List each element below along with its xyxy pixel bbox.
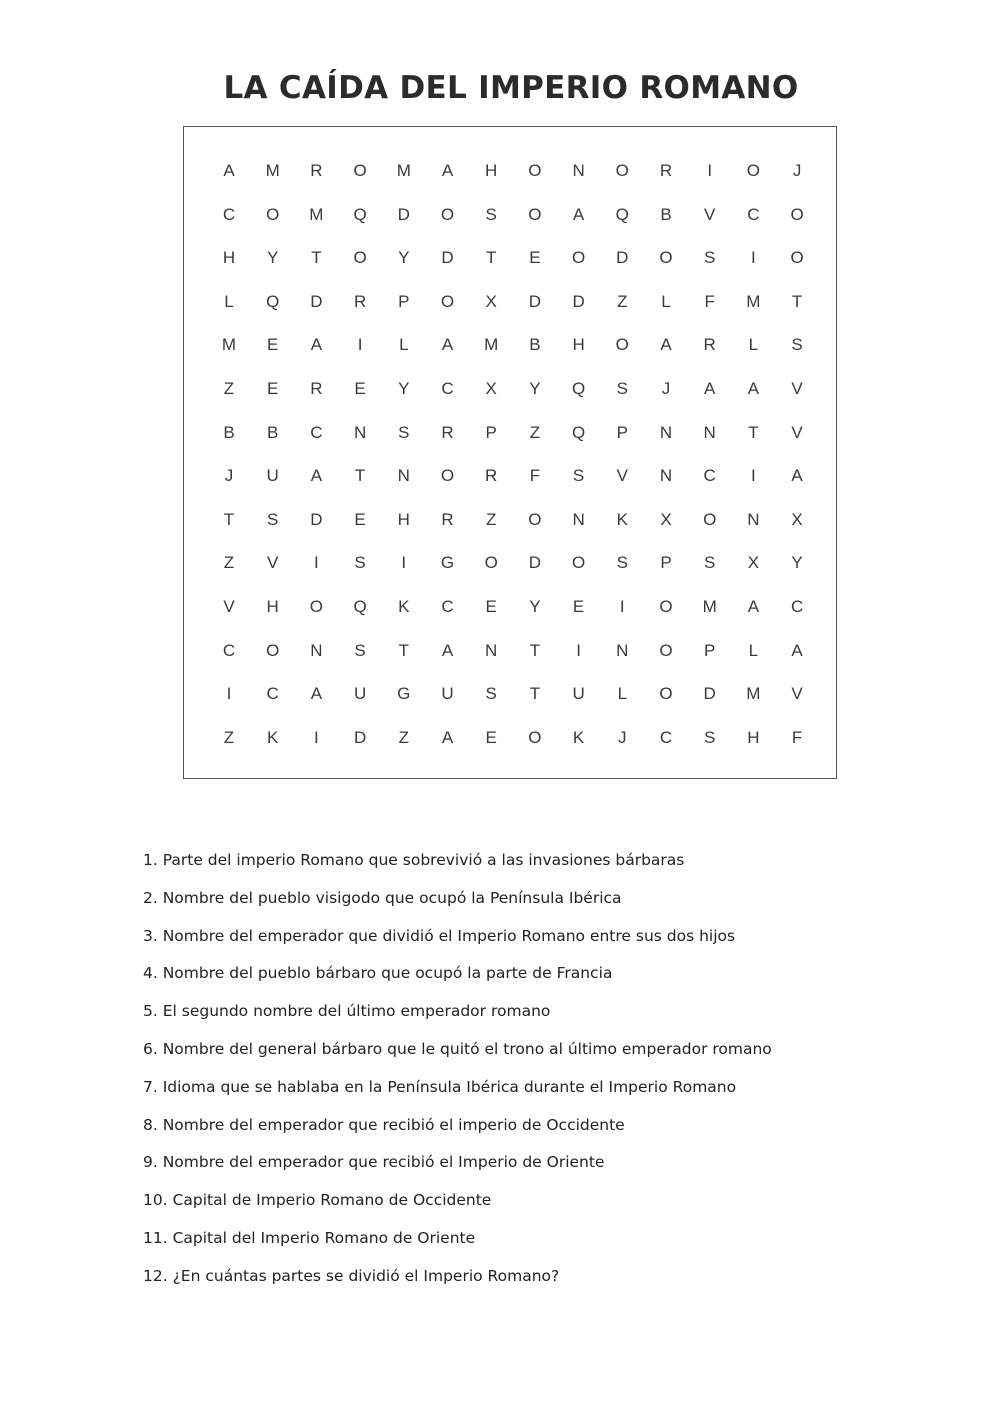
grid-letter: O [528, 727, 542, 747]
grid-letter: V [791, 422, 803, 442]
grid-letter: A [791, 466, 803, 486]
grid-letter: R [441, 422, 454, 442]
grid-letter: N [703, 422, 716, 442]
grid-row [184, 592, 836, 622]
grid-letter: E [572, 597, 585, 616]
grid-letter: E [485, 597, 497, 616]
grid-letter: O [440, 291, 455, 311]
grid-letter: Y [267, 248, 279, 268]
grid-row [184, 679, 836, 709]
clue-item: 9. Nombre del emperador que recibió el Imperio de Oriente [143, 1153, 605, 1172]
grid-letter: T [485, 248, 497, 268]
grid-row [184, 243, 836, 273]
grid-letter: A [791, 640, 803, 660]
grid-row [184, 418, 836, 448]
grid-letter: R [485, 466, 498, 486]
grid-letter: K [616, 509, 628, 529]
grid-letter: C [222, 640, 236, 660]
grid-letter: A [704, 379, 716, 398]
grid-letter: D [528, 291, 542, 311]
grid-letter: V [791, 684, 803, 704]
grid-letter: I [619, 597, 625, 616]
grid-letter: O [440, 204, 455, 224]
grid-letter: C [441, 379, 454, 398]
grid-letter: V [616, 466, 628, 486]
grid-letter: M [746, 291, 761, 311]
grid-letter: T [354, 466, 366, 486]
grid-letter: Q [353, 204, 367, 224]
grid-letter: S [354, 553, 366, 573]
grid-letter: S [267, 509, 279, 529]
grid-letter: C [266, 684, 279, 704]
grid-letter: P [398, 291, 410, 311]
grid-letter: T [529, 640, 541, 660]
grid-letter: C [441, 597, 454, 616]
grid-letter: O [615, 161, 629, 180]
grid-letter: V [223, 597, 235, 616]
grid-letter: X [485, 291, 497, 311]
grid-letter: R [310, 161, 323, 180]
grid-letter: U [353, 684, 367, 704]
grid-letter: K [572, 727, 585, 747]
grid-letter: L [748, 335, 759, 355]
grid-letter: S [704, 553, 716, 573]
grid-letter: Q [571, 379, 586, 398]
grid-letter: P [616, 422, 628, 442]
grid-letter: R [703, 335, 716, 355]
clue-item: 10. Capital de Imperio Romano de Occidente [143, 1191, 492, 1210]
grid-letter: O [615, 335, 629, 355]
grid-letter: N [659, 466, 673, 486]
grid-letter: N [310, 640, 323, 660]
grid-letter: M [396, 161, 411, 180]
grid-letter: E [354, 379, 366, 398]
grid-row [184, 723, 836, 753]
clue-item: 4. Nombre del pueblo bárbaro que ocupó la parte de Francia [143, 964, 613, 983]
grid-letter: A [572, 204, 585, 224]
grid-letter: M [702, 597, 717, 616]
grid-letter: Q [615, 204, 629, 224]
grid-letter: M [221, 335, 237, 355]
clue-item: 3. Nombre del emperador que dividió el Imperio Romano entre sus dos hijos [143, 926, 736, 945]
clue-item: 6. Nombre del general bárbaro que le quitó el trono al último emperador romano [143, 1039, 772, 1058]
grid-letter: O [790, 248, 804, 268]
grid-letter: S [791, 335, 803, 355]
grid-letter: F [791, 727, 803, 747]
grid-letter: U [441, 684, 454, 704]
grid-letter: X [485, 379, 497, 398]
grid-letter: Z [223, 553, 235, 573]
grid-letter: O [353, 248, 367, 268]
grid-letter: R [441, 509, 454, 529]
grid-letter: S [485, 204, 497, 224]
grid-letter: U [266, 466, 279, 486]
clue-item: 7. Idioma que se hablaba en la Península Ibérica durante el Imperio Romano [143, 1077, 737, 1096]
grid-letter: S [398, 422, 410, 442]
grid-letter: O [659, 684, 673, 704]
grid-row [184, 156, 836, 186]
grid-letter: X [791, 509, 803, 529]
grid-letter: S [616, 553, 628, 573]
grid-letter: N [572, 161, 585, 180]
grid-letter: B [529, 335, 541, 355]
grid-letter: V [791, 379, 803, 398]
grid-letter: I [751, 466, 756, 486]
grid-letter: B [267, 422, 279, 442]
grid-letter: D [397, 204, 410, 224]
grid-letter: R [659, 161, 673, 180]
clue-item: 11. Capital del Imperio Romano de Oriente [143, 1228, 476, 1247]
grid-letter: S [704, 248, 716, 268]
grid-letter: L [617, 684, 628, 704]
grid-letter: J [618, 727, 627, 747]
grid-letter: C [790, 597, 804, 616]
grid-letter: O [440, 466, 455, 486]
grid-letter: D [353, 727, 367, 747]
grid-letter: M [484, 335, 499, 355]
grid-letter: R [353, 291, 367, 311]
grid-letter: F [529, 466, 541, 486]
grid-letter: R [310, 379, 323, 398]
grid-row [184, 287, 836, 317]
grid-letter: K [398, 597, 410, 616]
grid-letter: O [746, 161, 760, 180]
grid-letter: J [792, 161, 802, 180]
grid-letter: I [576, 640, 581, 660]
grid-letter: Y [529, 597, 541, 616]
grid-letter: I [751, 248, 756, 268]
grid-letter: Y [791, 553, 803, 573]
grid-row [184, 636, 836, 666]
grid-letter: H [572, 335, 585, 355]
grid-letter: L [224, 291, 234, 311]
grid-letter: S [572, 466, 585, 486]
grid-letter: L [661, 291, 671, 311]
grid-letter: C [222, 204, 236, 224]
grid-letter: Z [223, 727, 235, 747]
grid-letter: A [310, 335, 323, 355]
grid-letter: I [401, 553, 407, 573]
grid-letter: X [747, 553, 760, 573]
grid-letter: T [223, 509, 235, 529]
grid-letter: A [441, 727, 454, 747]
grid-letter: C [659, 727, 673, 747]
clue-list [143, 846, 772, 1300]
grid-letter: H [266, 597, 279, 616]
grid-letter: A [660, 335, 672, 355]
grid-letter: D [703, 684, 716, 704]
grid-letter: N [659, 422, 673, 442]
grid-letter: O [659, 248, 673, 268]
grid-letter: E [267, 379, 279, 398]
grid-letter: O [528, 204, 542, 224]
grid-letter: D [310, 291, 323, 311]
grid-letter: D [441, 248, 454, 268]
grid-letter: V [704, 204, 716, 224]
grid-letter: K [267, 727, 279, 747]
grid-letter: B [660, 204, 672, 224]
grid-letter: A [310, 466, 323, 486]
grid-letter: T [311, 248, 322, 268]
grid-letter: M [265, 161, 280, 180]
grid-letter: O [266, 640, 280, 660]
grid-letter: O [266, 204, 280, 224]
grid-row [184, 461, 836, 491]
grid-letter: O [309, 597, 323, 616]
grid-letter: X [660, 509, 672, 529]
grid-letter: S [354, 640, 366, 660]
grid-letter: D [572, 291, 585, 311]
grid-letter: T [398, 640, 409, 660]
grid-letter: N [747, 509, 760, 529]
grid-letter: E [354, 509, 366, 529]
grid-letter: H [222, 248, 236, 268]
grid-row [184, 548, 836, 578]
grid-letter: A [747, 597, 760, 616]
grid-letter: C [703, 466, 716, 486]
grid-letter: Q [571, 422, 586, 442]
grid-letter: E [529, 248, 541, 268]
grid-letter: Z [529, 422, 541, 442]
grid-letter: A [223, 161, 235, 180]
grid-letter: I [357, 335, 363, 355]
grid-letter: G [397, 684, 411, 704]
grid-letter: H [397, 509, 410, 529]
clue-item: 5. El segundo nombre del último emperador romano [143, 1002, 551, 1021]
grid-letter: O [790, 204, 804, 224]
grid-letter: Q [266, 291, 280, 311]
grid-letter: D [528, 553, 542, 573]
grid-letter: N [485, 640, 498, 660]
grid-letter: D [310, 509, 323, 529]
grid-letter: O [659, 597, 673, 616]
grid-letter: Y [398, 379, 410, 398]
grid-letter: T [529, 684, 541, 704]
grid-letter: S [616, 379, 628, 398]
grid-letter: T [791, 291, 803, 311]
grid-letter: I [226, 684, 232, 704]
grid-letter: A [441, 335, 454, 355]
word-search-grid [183, 126, 837, 779]
grid-letter: A [310, 684, 323, 704]
grid-letter: N [616, 640, 629, 660]
grid-letter: U [572, 684, 585, 704]
grid-letter: Y [398, 248, 410, 268]
grid-letter: L [399, 335, 409, 355]
grid-letter: O [353, 161, 367, 180]
grid-letter: Z [398, 727, 409, 747]
grid-letter: A [441, 640, 454, 660]
grid-letter: E [267, 335, 279, 355]
grid-letter: C [310, 422, 323, 442]
grid-letter: L [748, 640, 759, 660]
clue-item: 2. Nombre del pueblo visigodo que ocupó la Península Ibérica [143, 888, 622, 907]
clue-item: 12. ¿En cuántas partes se dividió el Imperio Romano? [143, 1266, 560, 1285]
grid-letter: O [659, 640, 673, 660]
grid-letter: S [485, 684, 497, 704]
grid-letter: Z [485, 509, 497, 529]
grid-letter: O [484, 553, 498, 573]
grid-letter: T [748, 422, 759, 442]
grid-letter: P [704, 640, 716, 660]
grid-letter: Q [353, 597, 367, 616]
grid-row [184, 505, 836, 535]
grid-letter: O [571, 553, 586, 573]
clue-item: 1. Parte del imperio Romano que sobrevivió a las invasiones bárbaras [143, 851, 685, 869]
grid-letter: H [747, 727, 760, 747]
grid-row [184, 200, 836, 230]
grid-letter: A [747, 379, 760, 398]
grid-letter: N [572, 509, 585, 529]
grid-letter: D [616, 248, 629, 268]
grid-letter: S [704, 727, 716, 747]
grid-letter: M [746, 684, 761, 704]
grid-row [184, 374, 836, 404]
grid-letter: N [397, 466, 410, 486]
grid-letter: G [440, 553, 455, 573]
grid-letter: Z [617, 291, 628, 311]
page-title: LA CAÍDA DEL IMPERIO ROMANO [223, 70, 799, 106]
grid-letter: I [314, 553, 319, 573]
grid-letter: O [571, 248, 586, 268]
grid-letter: I [707, 161, 713, 180]
grid-letter: H [485, 161, 498, 180]
grid-letter: J [224, 466, 234, 486]
grid-letter: Z [223, 379, 235, 398]
grid-letter: F [704, 291, 715, 311]
clue-item: 8. Nombre del emperador que recibió el imperio de Occidente [143, 1115, 625, 1134]
grid-letter: J [661, 379, 671, 398]
grid-letter: I [314, 727, 319, 747]
grid-letter: C [747, 204, 760, 224]
grid-letter: V [267, 553, 279, 573]
grid-letter: O [703, 509, 717, 529]
grid-letter: O [528, 509, 542, 529]
grid-letter: M [309, 204, 324, 224]
grid-letter: O [528, 161, 542, 180]
grid-letter: P [485, 422, 497, 442]
grid-letter: N [353, 422, 367, 442]
grid-letter: A [441, 161, 454, 180]
grid-row [184, 330, 836, 360]
grid-letter: B [223, 422, 235, 442]
grid-letter: E [485, 727, 497, 747]
grid-letter: P [660, 553, 672, 573]
grid-letter: Y [529, 379, 541, 398]
